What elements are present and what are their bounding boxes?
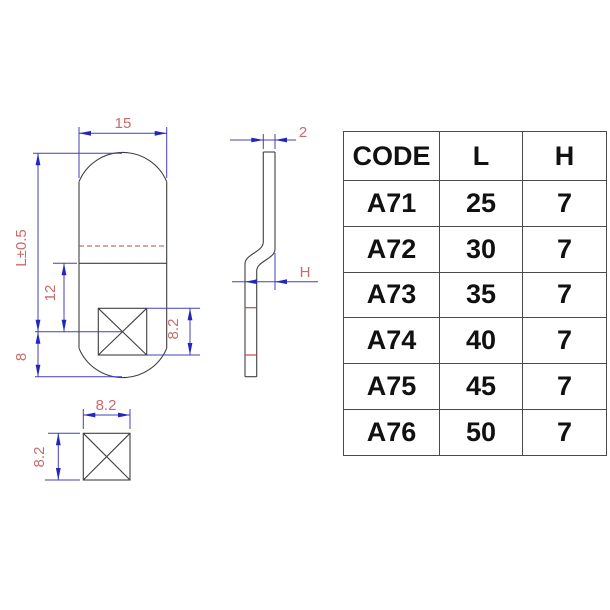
cell-h: 7 [523, 272, 607, 318]
cell-h: 7 [523, 226, 607, 272]
cell-h: 7 [523, 364, 607, 410]
cell-l: 40 [440, 318, 523, 364]
table-row [344, 318, 607, 364]
dim-side-thickness: 2 [298, 124, 308, 141]
front-view-outline [79, 152, 167, 377]
cell-code: A76 [344, 409, 440, 455]
cell-code: A74 [344, 318, 440, 364]
dimension-arrowheads [36, 131, 287, 480]
header-l: L [440, 132, 523, 181]
cell-l: 50 [440, 409, 523, 455]
dim-hole-height: 8.2 [165, 318, 182, 340]
dim-side-offset: H [299, 264, 311, 281]
table-row [344, 409, 607, 455]
dim-detail-height: 8.2 [31, 446, 48, 468]
side-view-outline [245, 152, 275, 377]
cell-code: A72 [344, 226, 440, 272]
dim-detail-width: 8.2 [95, 397, 117, 414]
cell-h: 7 [523, 318, 607, 364]
front-bottom-arc [79, 348, 167, 377]
dimension-labels [13, 115, 310, 467]
table-header-row [344, 132, 607, 181]
cell-code: A73 [344, 272, 440, 318]
cell-h: 7 [523, 181, 607, 227]
size-spec-table [343, 131, 603, 455]
front-top-arc [79, 152, 167, 181]
cell-h: 7 [523, 409, 607, 455]
cell-code: A71 [344, 181, 440, 227]
header-h: H [523, 132, 607, 181]
cell-l: 25 [440, 181, 523, 227]
cell-l: 45 [440, 364, 523, 410]
cell-code: A75 [344, 364, 440, 410]
header-code: CODE [344, 132, 440, 181]
side-right-edge [257, 152, 275, 377]
table-row [344, 181, 607, 227]
dim-bend-to-hole: 12 [42, 284, 59, 302]
dim-front-length: L±0.5 [13, 229, 30, 267]
dim-front-width: 15 [114, 115, 132, 132]
table-row [344, 272, 607, 318]
cell-l: 30 [440, 226, 523, 272]
cell-l: 35 [440, 272, 523, 318]
dim-hole-to-end: 8 [13, 352, 30, 362]
detail-view-outline [83, 433, 130, 480]
table-row [344, 364, 607, 410]
table-row [344, 226, 607, 272]
